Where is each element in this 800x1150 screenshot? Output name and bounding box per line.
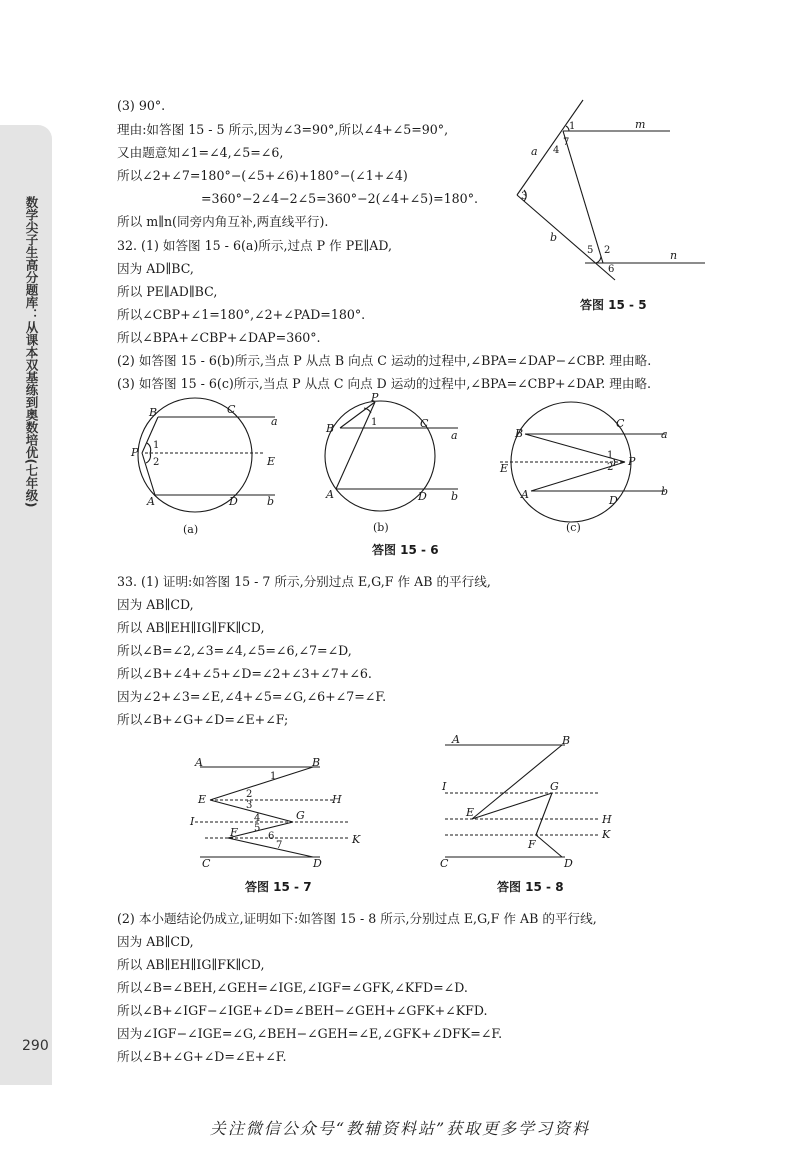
page-number: 290 [22,1038,49,1054]
label: I [190,815,195,828]
text-line: 所以 AB∥EH∥IG∥FK∥CD, [117,957,265,972]
text-line: 因为∠2+∠3=∠E,∠4+∠5=∠G,∠6+∠7=∠F. [117,689,387,704]
label: n [670,249,678,262]
text-line: (3) 90°. [117,98,166,113]
label: 2 [604,245,611,256]
figure-15-5 [505,95,715,285]
label: B [149,406,158,419]
label: b [550,231,558,244]
text-line: 因为 AD∥BC, [117,261,194,276]
label: E [466,806,475,819]
label: 7 [563,137,570,148]
text-line: 所以∠B=∠BEH,∠GEH=∠IGE,∠IGF=∠GFK,∠KFD=∠D. [117,980,468,995]
figure-15-7 [190,755,370,875]
label: A [147,495,155,508]
label: F [230,826,238,839]
label: A [452,733,460,746]
figure-15-6b [318,392,488,522]
label: 5 [587,245,594,256]
label: P [371,391,379,404]
label: 1 [569,121,576,132]
figure-caption: 答图 15 - 8 [497,880,564,894]
label: D [564,857,573,870]
text-line: 因为 AB∥CD, [117,934,194,949]
label: A [195,756,203,769]
label: 1 [153,440,160,451]
label: 1 [607,450,614,461]
label: 4 [254,813,261,824]
label: a [451,429,458,442]
footer-watermark: 关注微信公众号“教辅资料站”获取更多学习资料 [209,1119,591,1138]
sub-caption: (b) [373,521,389,534]
label: a [531,145,538,158]
figure-15-6a [125,395,295,525]
text-line: 所以 PE∥AD∥BC, [117,284,218,299]
label: b [661,485,669,498]
label: C [420,417,429,430]
label: 6 [268,831,275,842]
label: 5 [254,823,261,834]
label: P [628,455,636,468]
text-line: 因为 AB∥CD, [117,597,194,612]
label: B [312,756,321,769]
label: F [528,838,536,851]
label: 1 [371,417,378,428]
text-line: (2) 本小题结论仍成立,证明如下:如答图 15 - 8 所示,分别过点 E,G,F 作 AB 的平行线, [117,911,597,926]
text-line: =360°−2∠4−2∠5=360°−2(∠4+∠5)=180°. [201,191,478,206]
label: B [562,734,571,747]
text-line: 33. (1) 证明:如答图 15 - 7 所示,分别过点 E,G,F 作 AB 的平行线, [117,574,491,589]
label: C [440,857,449,870]
label: H [332,793,342,806]
label: E [198,793,207,806]
label: 1 [270,771,277,782]
label: D [313,857,322,870]
label: C [616,417,625,430]
figure-15-6c [495,398,675,528]
label: 2 [607,462,614,473]
label: D [609,494,618,507]
label: 6 [608,264,615,275]
label: 4 [553,145,560,156]
label: I [442,780,447,793]
label: D [418,490,427,503]
text-line: (3) 如答图 15 - 6(c)所示,当点 P 从点 C 向点 D 运动的过程中,∠BPA=∠CBP+∠DAP. 理由略. [117,376,652,391]
book-title: 数学尖子生高分题库：从课本双基练到奥数培优(七年级) [24,196,39,508]
text-line: 所以 m∥n(同旁内角互补,两直线平行). [117,214,329,229]
label: P [131,446,139,459]
label: b [267,495,275,508]
label: E [500,462,509,475]
label: 7 [276,840,283,851]
label: G [296,809,305,822]
figure-15-8 [440,735,620,875]
label: 3 [521,191,528,202]
text-line: 所以∠B+∠G+∠D=∠E+∠F. [117,1049,287,1064]
label: E [267,455,276,468]
label: G [550,780,559,793]
label: A [326,488,334,501]
text-line: 所以∠BPA+∠CBP+∠DAP=360°. [117,330,321,345]
figure-caption: 答图 15 - 7 [245,880,312,894]
label: a [661,428,668,441]
text-line: 所以∠B=∠2,∠3=∠4,∠5=∠6,∠7=∠D, [117,643,352,658]
text-line: 所以 AB∥EH∥IG∥FK∥CD, [117,620,265,635]
label: 2 [246,789,253,800]
label: C [227,403,236,416]
label: 3 [246,800,253,811]
label: a [271,415,278,428]
text-line: 32. (1) 如答图 15 - 6(a)所示,过点 P 作 PE∥AD, [117,238,392,253]
label: B [515,427,524,440]
text-line: 所以∠B+∠4+∠5+∠D=∠2+∠3+∠7+∠6. [117,666,372,681]
label: D [229,495,238,508]
text-line: 所以∠B+∠G+∠D=∠E+∠F; [117,712,289,727]
label: H [602,813,612,826]
label: K [602,828,611,841]
figure-caption: 答图 15 - 5 [580,298,647,312]
label: m [635,118,646,131]
label: C [202,857,211,870]
sub-caption: (c) [566,521,581,534]
figure-caption: 答图 15 - 6 [372,543,439,557]
text-line: 理由:如答图 15 - 5 所示,因为∠3=90°,所以∠4+∠5=90°, [117,122,449,137]
text-line: 所以∠B+∠IGF−∠IGE+∠D=∠BEH−∠GEH+∠GFK+∠KFD. [117,1003,488,1018]
text-line: 又由题意知∠1=∠4,∠5=∠6, [117,145,284,160]
text-line: 所以∠CBP+∠1=180°,∠2+∠PAD=180°. [117,307,366,322]
label: K [352,833,361,846]
label: B [326,422,335,435]
text-line: 因为∠IGF−∠IGE=∠G,∠BEH−∠GEH=∠E,∠GFK+∠DFK=∠F. [117,1026,503,1041]
label: A [521,488,529,501]
sub-caption: (a) [183,523,199,536]
text-line: 所以∠2+∠7=180°−(∠5+∠6)+180°−(∠1+∠4) [117,168,408,183]
label: 2 [153,457,160,468]
label: b [451,490,459,503]
text-line: (2) 如答图 15 - 6(b)所示,当点 P 从点 B 向点 C 运动的过程中,∠BPA=∠DAP−∠CBP. 理由略. [117,353,652,368]
